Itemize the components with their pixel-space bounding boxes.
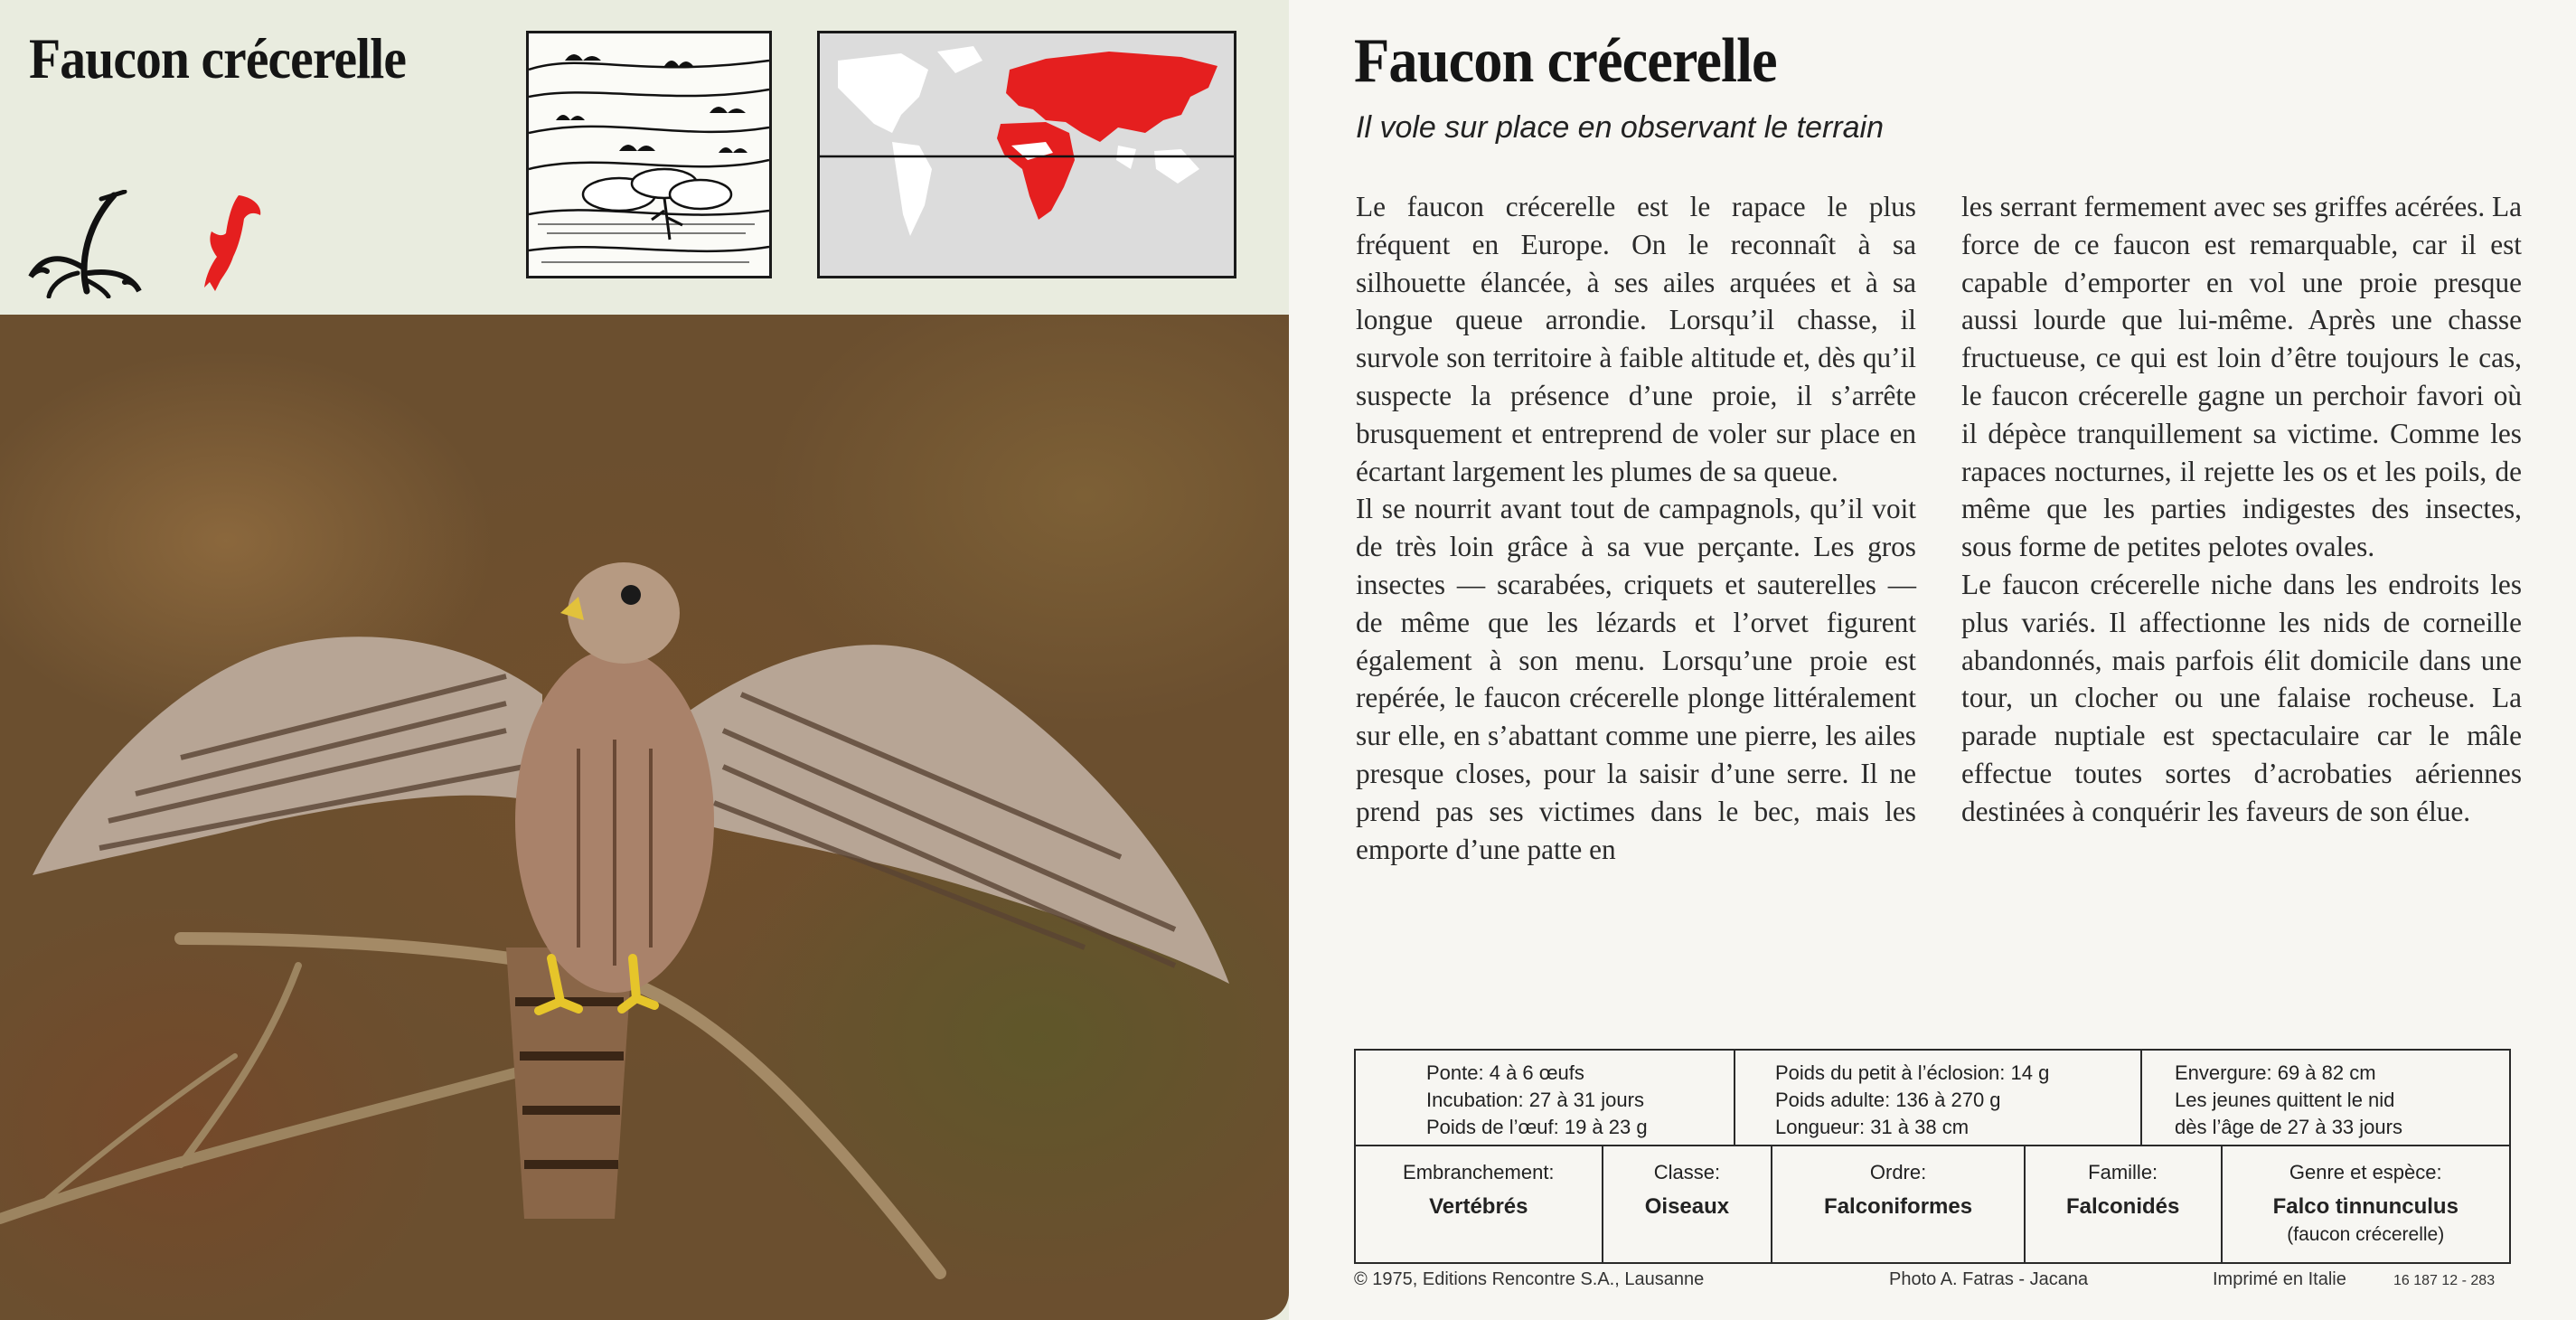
- taxonomy-label: Famille:: [2088, 1161, 2158, 1183]
- stat-longueur: Longueur: 31 à 38 cm: [1775, 1116, 1970, 1138]
- taxonomy-genre: [2223, 1146, 2510, 1262]
- stats-cell: [1735, 1051, 2142, 1145]
- page-subtitle: Il vole sur place en observant le terrain: [1356, 110, 1884, 145]
- page-title: Faucon crécerelle: [1354, 26, 1777, 96]
- stats-table: [1354, 1049, 2511, 1146]
- stat-envergure: Envergure: 69 à 82 cm: [2175, 1061, 2376, 1084]
- taxonomy-table: [1354, 1145, 2511, 1264]
- taxonomy-label: Genre et espèce:: [2289, 1161, 2442, 1183]
- copyright: © 1975, Editions Rencontre S.A., Lausanne: [1354, 1269, 1705, 1289]
- taxonomy-classe: [1603, 1146, 1773, 1262]
- stat-poids-adulte: Poids adulte: 136 à 270 g: [1775, 1089, 2001, 1111]
- taxonomy-value: Falco tinnunculus: [2272, 1194, 2458, 1219]
- stat-ponte: Ponte: 4 à 6 œufs: [1426, 1061, 1584, 1084]
- taxonomy-famille: [2026, 1146, 2223, 1262]
- taxonomy-value: Falconidés: [2065, 1194, 2180, 1219]
- printed-in: Imprimé en Italie: [2213, 1269, 2346, 1289]
- stat-age: dès l’âge de 27 à 33 jours: [2175, 1116, 2402, 1138]
- back-card: [1289, 0, 2576, 1320]
- taxonomy-value: Oiseaux: [1644, 1194, 1730, 1219]
- world-map: [817, 31, 1236, 278]
- habitat-drawing: [526, 31, 772, 278]
- paragraph: Le faucon crécerelle est le rapace le plus fréquent en Europe. On le reconnaît à sa silhouette élancée, à ses ailes arquées et à sa longue queue arrondie. Lorsqu’il chasse, il survole son territoire à faible altitude et, dès qu’il suspecte la présence d’une proie, il s’arrête brusquement et entreprend de voler sur place en écartant largement les plumes de sa queue.: [1356, 191, 1916, 487]
- kestrel-photo: [0, 315, 1289, 1320]
- taxonomy-label: Ordre:: [1869, 1161, 1927, 1183]
- stat-incubation: Incubation: 27 à 31 jours: [1426, 1089, 1644, 1111]
- taxonomy-label: Classe:: [1653, 1161, 1721, 1183]
- photo-credit: Photo A. Fatras - Jacana: [1889, 1269, 2089, 1289]
- stat-poids-oeuf: Poids de l’œuf: 19 à 23 g: [1426, 1116, 1648, 1138]
- taxonomy-ordre: [1772, 1146, 2026, 1262]
- talon-icon: [24, 190, 150, 298]
- card-code: 16 187 12 - 283: [2393, 1273, 2496, 1288]
- taxonomy-embranchement: [1356, 1146, 1603, 1262]
- taxonomy-label: Embranchement:: [1403, 1161, 1555, 1183]
- taxonomy-value: Falconiformes: [1824, 1194, 1973, 1219]
- taxonomy-common-name: (faucon crécerelle): [2287, 1224, 2445, 1245]
- paragraph: Le faucon crécerelle niche dans les endroits les plus variés. Il affectionne les nids de corneille abandonnés, mais parfois élit domicile dans une tour, un clocher ou une falaise rocheuse. La parade nuptiale est spectaculaire car le mâle effectue toutes sortes d’acrobaties aériennes destinées à conquérir les faveurs de son élue.: [1961, 568, 2522, 827]
- taxonomy-value: Vertébrés: [1429, 1194, 1528, 1219]
- text-column-left: [1356, 188, 1916, 868]
- stats-cell: [2142, 1051, 2509, 1145]
- stat-poids-petit: Poids du petit à l’éclosion: 14 g: [1775, 1061, 2050, 1084]
- paragraph: les serrant fermement avec ses griffes acérées. La force de ce faucon est remarquable, car il est capable d’emporter en vol une proie presque aussi lourde que lui-même. Après une chasse fructueuse, ce qui est loin d’être toujours le cas, le faucon crécerelle gagne un perchoir favori où il dépèce tranquillement sa victime. Comme les rapaces nocturnes, il rejette les os et les poils, de même que les parties indigestes des insectes, sous forme de petites pelotes ovales.: [1961, 191, 2522, 563]
- text-column-right: [1961, 188, 2522, 831]
- stat-jeunes: Les jeunes quittent le nid: [2175, 1089, 2395, 1111]
- card-title: Faucon crécerelle: [29, 26, 407, 90]
- bird-flight-icon: [202, 192, 266, 293]
- stats-cell: [1356, 1051, 1735, 1145]
- paragraph: Il se nourrit avant tout de campagnols, qu’il voit de très loin grâce à sa vue perçante. Les gros insectes — scarabées, criquets et sauterelles — de même que les lézards et l’orvet figurent également à son menu. Lorsqu’une proie est repérée, le faucon crécerelle plonge littéralement sur elle, en s’abattant comme une pierre, les ailes presque closes, pour la saisir d’une serre. Il ne prend pas ses victimes dans le bec, mais les emporte d’une patte en: [1356, 493, 1916, 865]
